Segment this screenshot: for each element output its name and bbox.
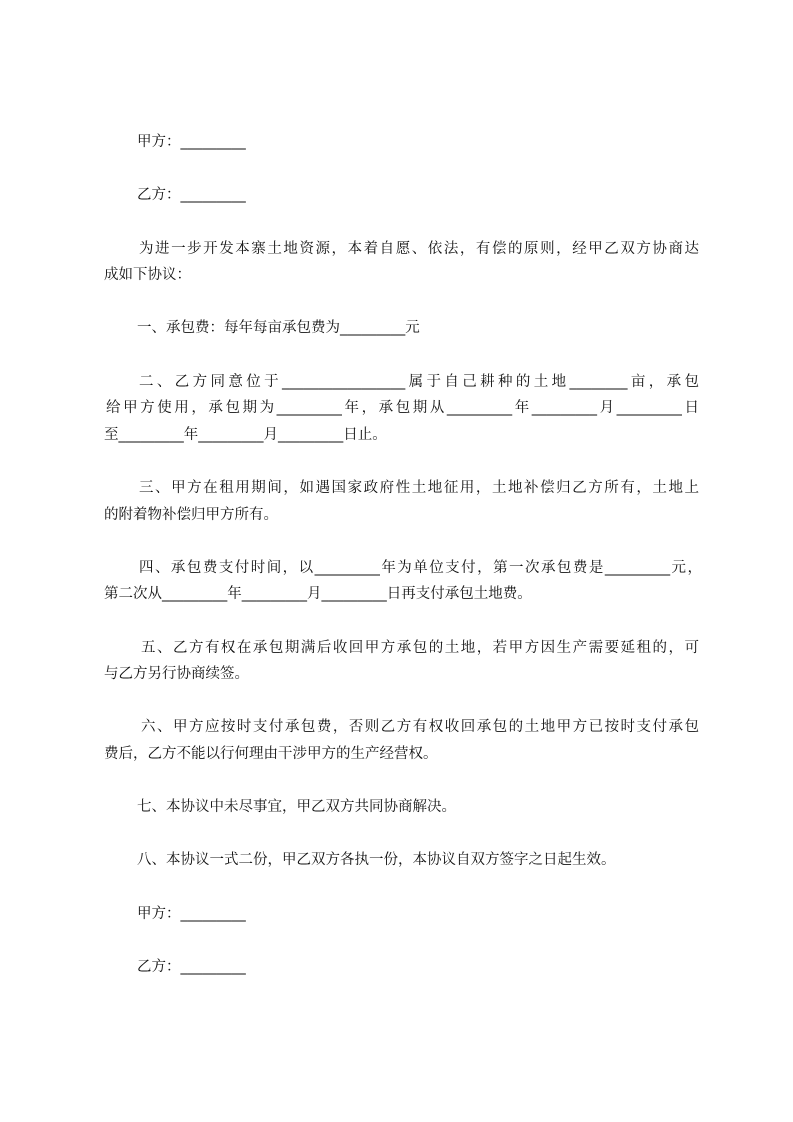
clause-2-line-3: 至_________年_________月_________日止。	[104, 427, 387, 443]
clause-6-line-2: 费后，乙方不能以行何理由干涉甲方的生产经营权。	[104, 746, 438, 762]
header-party-b: 乙方：_________	[137, 187, 246, 203]
clause-2-line-2: 给甲方使用，承包期为_________年，承包期从_________年_________月_________日	[106, 400, 699, 416]
clause-4-line-1: 四、承包费支付时间，以_________年为单位支付，第一次承包费是_________元，	[139, 560, 702, 576]
header-party-a: 甲方：_________	[137, 134, 246, 150]
clause-4-line-2: 第二次从_________年_________月_________日再支付承包土地费。	[104, 586, 532, 602]
intro-line-2: 成如下协议：	[104, 267, 191, 283]
clause-3-line-1: 三、甲方在租用期间，如遇国家政府性土地征用，土地补偿归乙方所有，土地上	[139, 480, 699, 496]
clause-3-line-2: 的附着物补偿归甲方所有。	[104, 507, 278, 523]
clause-2-line-1: 二、乙方同意位于_________________属于自己耕种的土地________亩，承包	[139, 374, 699, 390]
intro-line-1: 为进一步开发本寨土地资源，本着自愿、依法，有偿的原则，经甲乙双方协商达	[139, 241, 699, 257]
clause-8: 八、本协议一式二份，甲乙双方各执一份，本协议自双方签字之日起生效。	[137, 852, 616, 868]
signature-party-b: 乙方：_________	[137, 959, 246, 975]
clause-6-line-1: 六、甲方应按时支付承包费，否则乙方有权收回承包的土地甲方已按时支付承包	[141, 719, 699, 735]
clause-1: 一、承包费：每年每亩承包费为_________元	[137, 320, 420, 336]
clause-5-line-1: 五、乙方有权在承包期满后收回甲方承包的土地，若甲方因生产需要延租的，可	[141, 640, 699, 656]
clause-7: 七、本协议中未尽事宜，甲乙双方共同协商解决。	[137, 799, 456, 815]
clause-5-line-2: 与乙方另行协商续签。	[104, 666, 249, 682]
signature-party-a: 甲方：_________	[137, 906, 246, 922]
